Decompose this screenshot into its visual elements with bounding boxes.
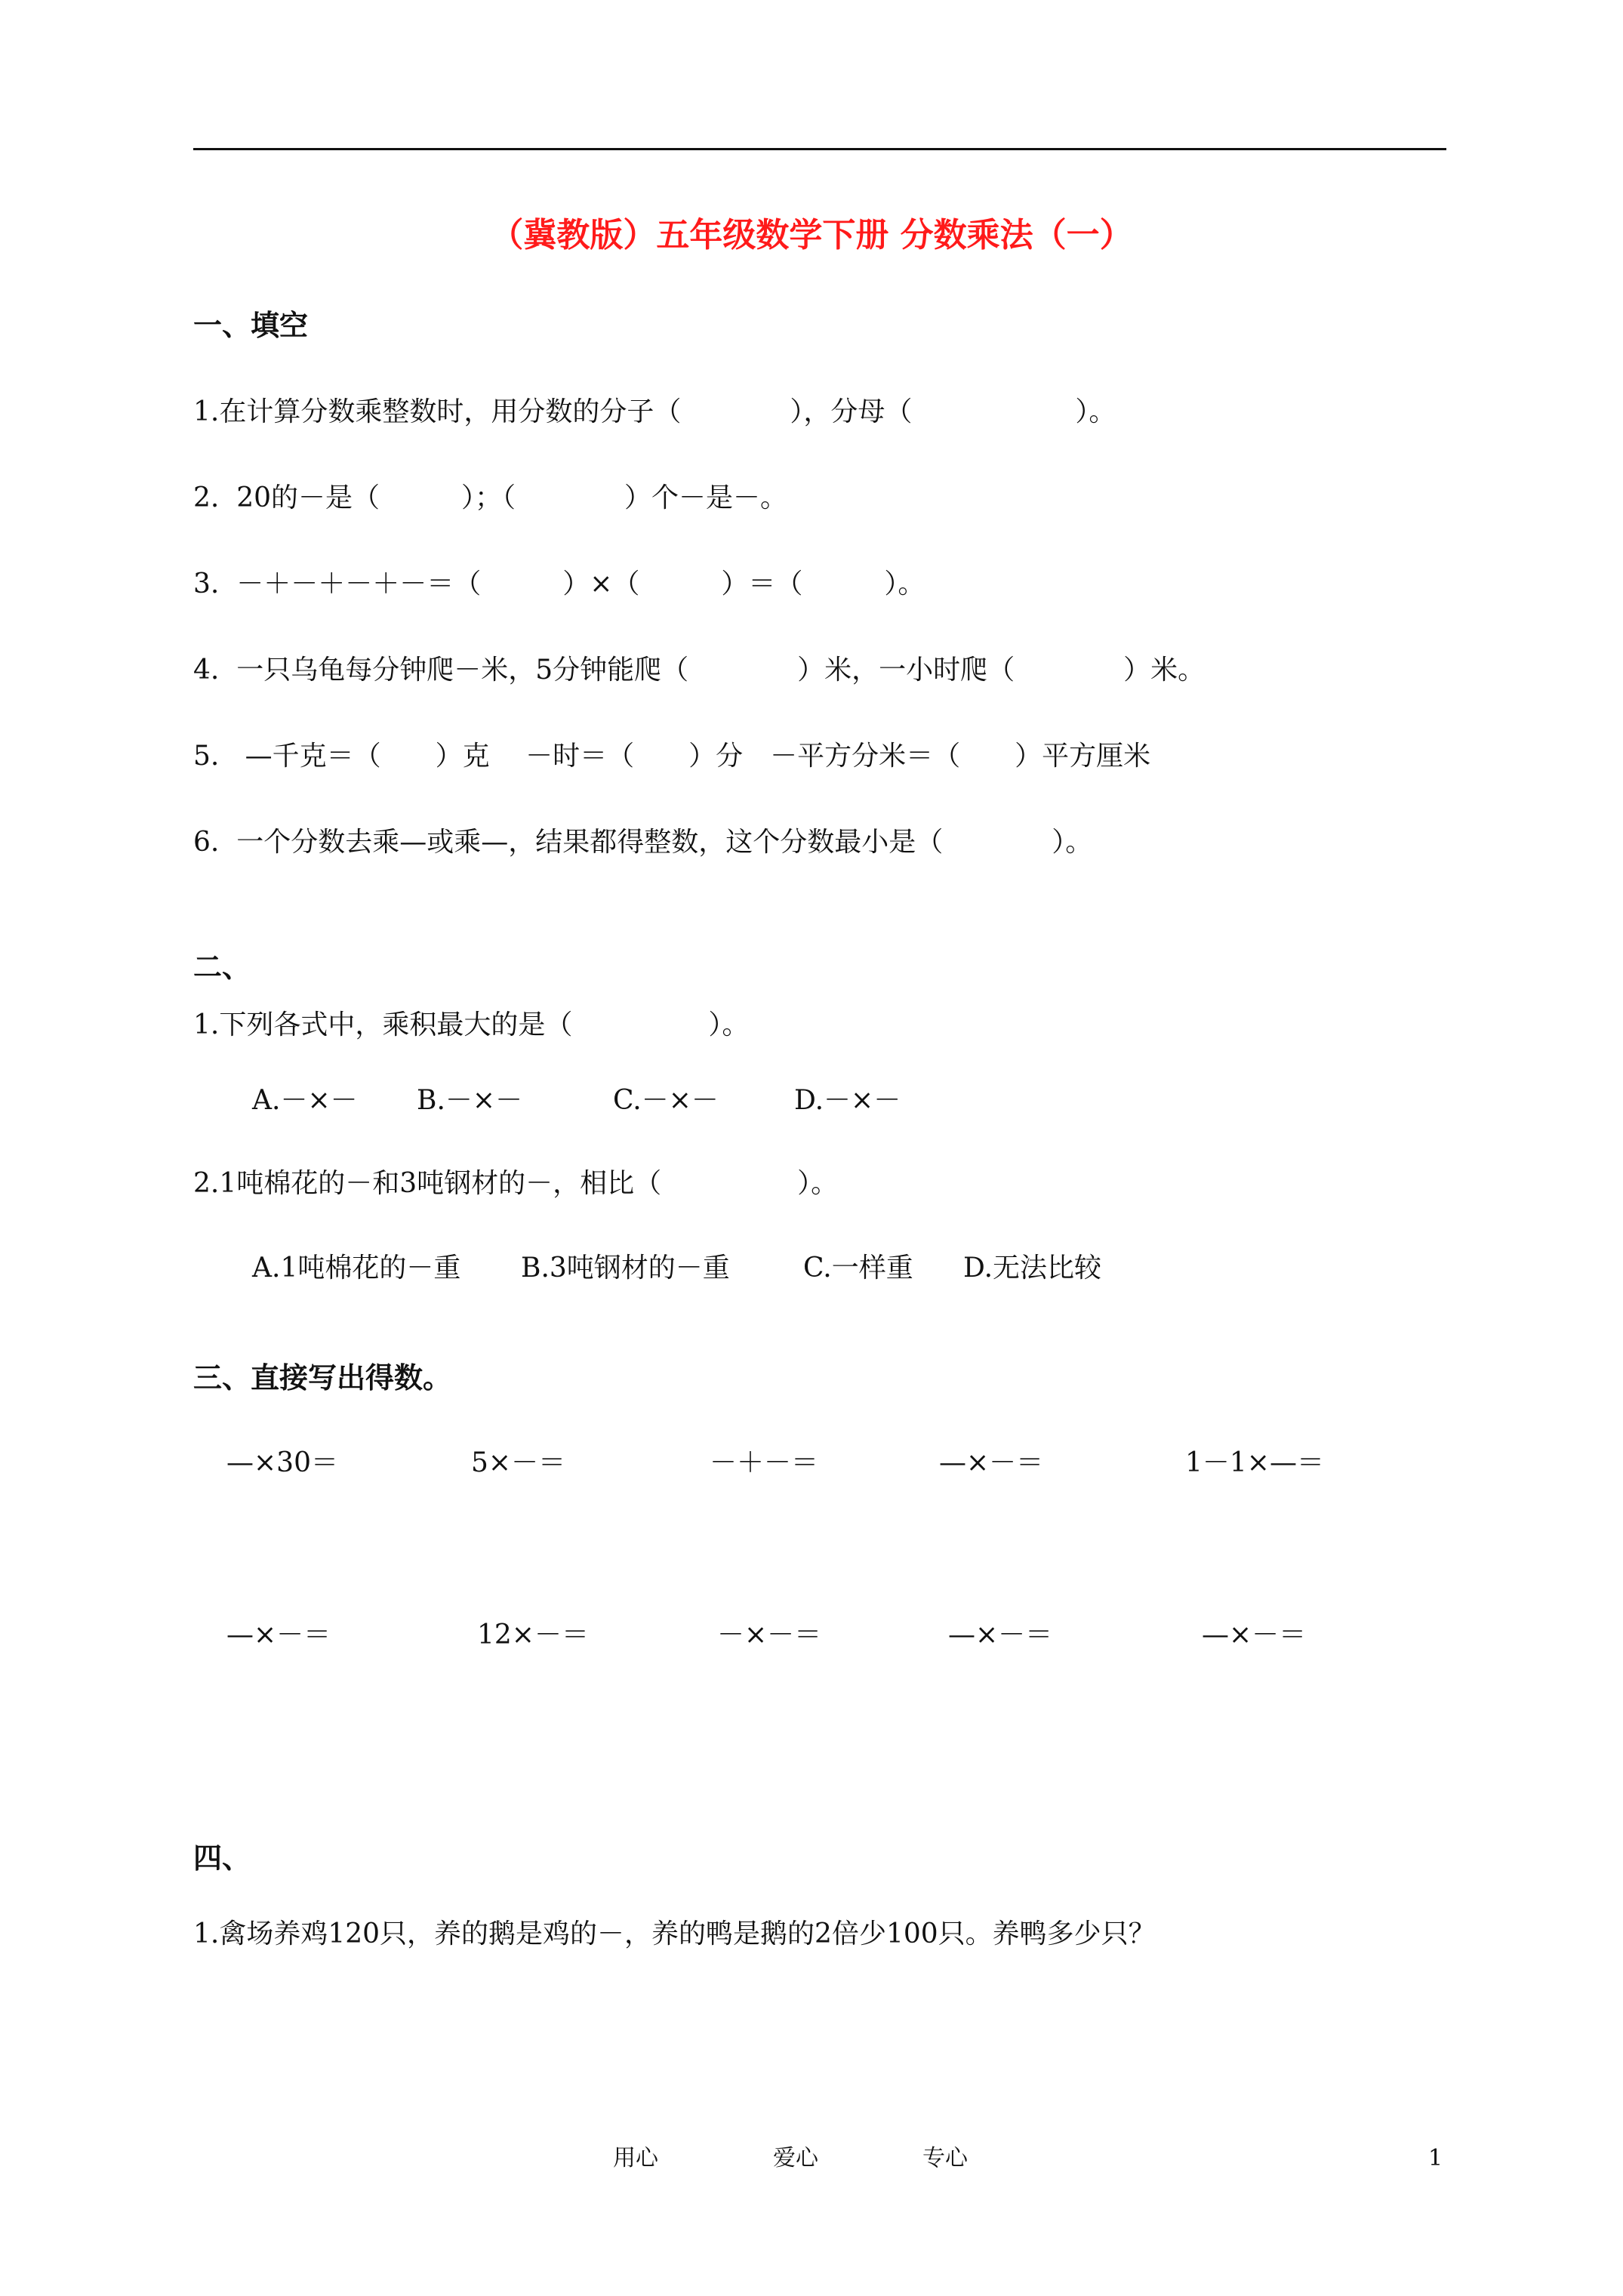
q2-option-a: A.1吨棉花的－重 <box>252 1253 461 1284</box>
footer-word-3: 专心 <box>922 2145 968 2171</box>
q2-option-c: C.一样重 <box>803 1253 913 1284</box>
section-3-heading: 三、直接写出得数。 <box>193 1361 452 1395</box>
calc-row2-item4: —×－＝ <box>948 1620 1053 1650</box>
footer-word-1: 用心 <box>613 2145 658 2171</box>
header-rule <box>193 148 1446 150</box>
q2-option-b: B.3吨钢材的－重 <box>521 1253 730 1284</box>
page-number: 1 <box>1428 2145 1443 2171</box>
section-4-heading: 四、 <box>193 1841 251 1875</box>
calc-row1-item3: －＋－＝ <box>710 1447 819 1478</box>
calc-row2-item2: 12×－＝ <box>477 1620 589 1650</box>
section-1-question-1: 1.在计算分数乘整数时，用分数的分子（ ），分母（ ）。 <box>193 396 1116 427</box>
page-title: （冀教版）五年级数学下册 分数乘法（一） <box>490 216 1133 254</box>
section-2-question-2: 2.1吨棉花的－和3吨钢材的－，相比（ ）。 <box>193 1168 839 1199</box>
calc-row1-item2: 5×－＝ <box>471 1447 566 1478</box>
section-2-heading: 二、 <box>193 950 251 984</box>
q1-option-d: D.－×－ <box>794 1085 901 1116</box>
footer-word-2: 爱心 <box>773 2145 818 2171</box>
q2-option-d: D.无法比较 <box>963 1253 1102 1284</box>
q1-option-a: A.－×－ <box>252 1085 358 1116</box>
section-4-question-1: 1.禽场养鸡120只，养的鹅是鸡的－，养的鸭是鹅的2倍少100只。养鸭多少只？ <box>193 1918 1156 1949</box>
calc-row1-item1: —×30＝ <box>226 1447 338 1478</box>
calc-row2-item5: —×－＝ <box>1202 1620 1307 1650</box>
section-1-question-2: 2. 20的－是（ ）；（ ）个－是－。 <box>193 482 788 513</box>
section-1-question-4: 4. 一只乌龟每分钟爬－米，5分钟能爬（ ）米，一小时爬（ ）米。 <box>193 655 1206 686</box>
q1-option-b: B.－×－ <box>417 1085 523 1116</box>
section-1-question-5: 5. —千克＝（ ）克 －时＝（ ）分 －平方分米＝（ ）平方厘米 <box>193 741 1151 772</box>
q1-option-c: C.－×－ <box>613 1085 719 1116</box>
calc-row1-item4: —×－＝ <box>939 1447 1044 1478</box>
calc-row2-item3: －×－＝ <box>717 1620 822 1650</box>
calc-row2-item1: —×－＝ <box>226 1620 331 1650</box>
calc-row1-item5: 1－1×—＝ <box>1185 1447 1324 1478</box>
section-2-question-1: 1.下列各式中，乘积最大的是（ ）。 <box>193 1009 750 1040</box>
section-1-question-6: 6. 一个分数去乘—或乘—，结果都得整数，这个分数最小是（ ）。 <box>193 827 1093 858</box>
section-1-question-3: 3. －＋－＋－＋－＝（ ）×（ ）＝（ ）。 <box>193 569 925 599</box>
section-1-heading: 一、填空 <box>193 308 309 342</box>
